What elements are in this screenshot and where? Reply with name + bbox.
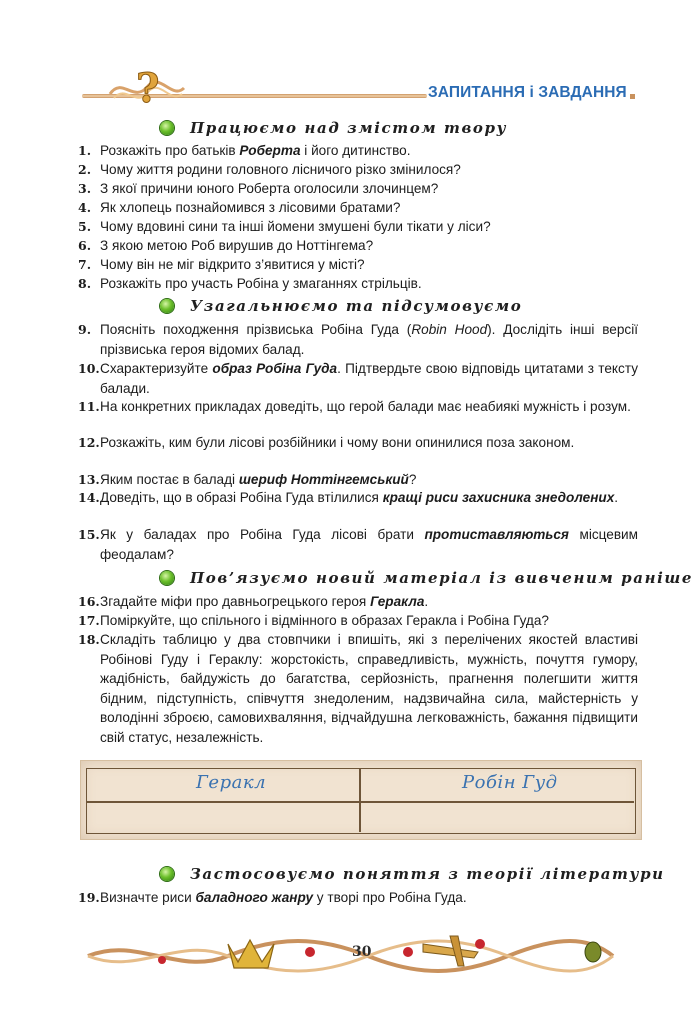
question-text: З якою метою Роб вирушив до Ноттінгема? — [100, 238, 374, 253]
footer-ornament — [78, 922, 618, 982]
page-number: 30 — [352, 944, 372, 960]
section-title: Працюємо над змістом твору — [190, 119, 508, 137]
question-number: 1. — [78, 143, 92, 158]
question-number: 8. — [78, 276, 92, 291]
question-number: 12. — [78, 435, 100, 450]
text-run: Поясніть походження прізвиська Робіна Гуда ( — [100, 322, 412, 337]
question-item — [78, 141, 638, 161]
chapter-title: ЗАПИТАННЯ і ЗАВДАННЯ — [428, 84, 627, 101]
question-text: Складіть таблицю у два стовпчики і впишіть, які з перелічених якостей властиві Робінові Гуду і Гераклу: жорстокість, справедливість, мужність, почуття гумору, жадібність, байдужість до багатства, серйозність, прагнення полегшити життя бідним, підступність, співчуття знедоленим, надзвичайна сила, майстерність у володінні зброєю, самовихваляння, відчайдушна легковажність, бажання підвищити свій статус, незалежність. — [100, 632, 638, 745]
emphasis: шериф Ноттінгемський — [238, 472, 409, 487]
question-item — [78, 359, 638, 398]
question-text: Чому життя родини головного лісничого різко змінилося? — [100, 162, 461, 177]
question-number: 5. — [78, 219, 92, 234]
text-run: ). Дослідіть інші версії прізвиська героя відомих балад. — [100, 322, 638, 357]
question-text — [100, 525, 638, 564]
question-text: Поміркуйте, що спільного і відмінного в образах Геракла і Робіна Гуда? — [100, 613, 549, 628]
question-number: 17. — [78, 613, 100, 628]
section-title: Застосовуємо поняття з теорії літератури — [190, 865, 665, 883]
question-item — [78, 888, 638, 908]
green-bullet-icon — [160, 571, 174, 585]
question-number: 14. — [78, 490, 100, 505]
question-text: Чому вдовині сини та інші йомени змушені були тікати у ліси? — [100, 219, 491, 234]
header-dot — [630, 94, 635, 99]
section-heading — [160, 566, 693, 590]
text-run: . Підтвердьте свою відповідь цитатами з тексту балади. — [100, 361, 638, 396]
question-number: 11. — [78, 399, 100, 414]
green-bullet-icon — [160, 121, 174, 135]
question-number: 10. — [78, 361, 100, 376]
question-item — [78, 320, 638, 359]
question-item — [78, 470, 638, 490]
question-item — [78, 611, 638, 631]
question-text: Чому він не міг відкрито з’явитися у місті? — [100, 257, 365, 272]
emphasis: Роберта — [239, 143, 301, 158]
question-item — [78, 397, 638, 417]
text-run: Згадайте міфи про давньогрецького героя — [100, 594, 371, 609]
question-text: Розкажіть про участь Робіна у змаганнях стрільців. — [100, 276, 422, 291]
question-text — [100, 888, 638, 908]
text-run: Як у баладах про Робіна Гуда лісові брати — [100, 527, 425, 542]
text-run: Яким постає в баладі — [100, 472, 239, 487]
question-item — [78, 217, 638, 237]
section-title: Узагальнюємо та підсумовуємо — [190, 297, 523, 315]
question-item — [78, 179, 638, 199]
question-number: 2. — [78, 162, 92, 177]
question-text — [100, 470, 638, 490]
question-number: 15. — [78, 527, 100, 542]
question-text: Розкажіть, ким були лісові розбійники і чому вони опинилися поза законом. — [100, 435, 575, 450]
emphasis: Robin Hood — [411, 322, 488, 337]
text-run: ? — [408, 472, 417, 487]
question-item — [78, 198, 638, 218]
question-number: 19. — [78, 890, 100, 905]
table-divider — [86, 801, 634, 803]
question-item — [78, 274, 638, 294]
question-text: Як хлопець познайомився з лісовими братами? — [100, 200, 401, 215]
text-run: місцевим феодалам? — [100, 527, 638, 562]
green-bullet-icon — [160, 867, 174, 881]
table-divider — [359, 768, 361, 832]
question-text — [100, 320, 638, 359]
question-number: 3. — [78, 181, 92, 196]
section-heading — [160, 116, 507, 140]
emphasis: кращі риси захисника знедолених — [382, 490, 615, 505]
text-run: і його дитинство. — [300, 143, 411, 158]
emphasis: баладного жанру — [195, 890, 314, 905]
question-text — [100, 359, 638, 398]
emphasis: образ Робіна Гуда — [212, 361, 338, 376]
question-number: 9. — [78, 322, 92, 337]
question-item — [78, 592, 638, 612]
section-heading — [160, 294, 522, 318]
question-mark-icon — [108, 64, 186, 110]
question-text — [100, 592, 638, 612]
question-number: 6. — [78, 238, 92, 253]
question-text: На конкретних прикладах доведіть, що герой балади має неабиякі мужність і розум. — [100, 399, 631, 414]
table-header-robin-hood: Робін Гуд — [462, 772, 558, 793]
question-item — [78, 630, 638, 747]
text-run: у творі про Робіна Гуда. — [313, 890, 467, 905]
question-item — [78, 236, 638, 256]
text-run: . — [614, 490, 619, 505]
question-number: 16. — [78, 594, 100, 609]
question-text — [100, 141, 638, 161]
question-text: З якої причини юного Роберта оголосили злочинцем? — [100, 181, 439, 196]
question-item — [78, 488, 638, 508]
svg-text:?: ? — [136, 65, 160, 110]
question-number: 7. — [78, 257, 92, 272]
text-run: Схарактеризуйте — [100, 361, 213, 376]
text-run: Визначте риси — [100, 890, 196, 905]
green-bullet-icon — [160, 299, 174, 313]
text-run: . — [424, 594, 429, 609]
question-number: 18. — [78, 632, 100, 647]
table-header-heracles: Геракл — [196, 772, 267, 793]
section-heading — [160, 862, 665, 886]
emphasis: протиставляються — [424, 527, 569, 542]
question-item — [78, 255, 638, 275]
text-run: Доведіть, що в образі Робіна Гуда втілилися — [100, 490, 383, 505]
section-title: Пов’язуємо новий матеріал із вивченим раніше — [190, 569, 694, 587]
question-item — [78, 433, 638, 453]
question-item — [78, 160, 638, 180]
question-number: 13. — [78, 472, 100, 487]
scarab-icon — [585, 942, 601, 962]
question-item — [78, 525, 638, 564]
emphasis: Геракла — [370, 594, 425, 609]
question-number: 4. — [78, 200, 92, 215]
question-text — [100, 488, 638, 508]
text-run: Розкажіть про батьків — [100, 143, 240, 158]
